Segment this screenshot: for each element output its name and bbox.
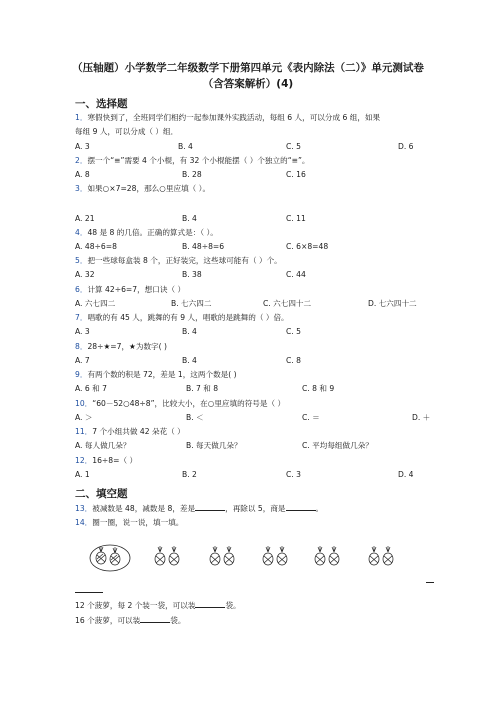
option: B. ＜ — [186, 413, 204, 422]
option: C. 16 — [286, 170, 306, 179]
title-line-1: （压轴题）小学数学二年级数学下册第四单元《表内除法（二）》单元测试卷 — [72, 62, 424, 74]
answer-blank[interactable] — [140, 615, 170, 623]
option: A. 六七四二 — [75, 299, 116, 308]
question-3: 3．如果○×7=28，那么○里应填（ ）。 — [75, 184, 211, 193]
question-11: 11．7 个小组共做 42 朵花（ ） — [75, 427, 185, 436]
pineapple-pair-icon — [205, 543, 241, 571]
pineapple-pair-icon — [310, 543, 346, 571]
question-12: 12．16÷8=（ ） — [75, 456, 138, 465]
title-line-2: （含答案解析）(4) — [202, 78, 294, 90]
section-heading-choice: 一、选择题 — [75, 98, 128, 110]
question-9: 9．有两个数的积是 72，差是 1，这两个数是( ) — [75, 370, 237, 379]
question-2: 2．摆一个“≡”需要 4 个小棍，有 32 个小棍能摆（ ）个独立的“≡”。 — [75, 156, 310, 165]
question-14-part-1: 12 个菠萝，每 2 个装一袋，可以装 袋。 — [75, 601, 241, 610]
option: D. 七六四十二 — [368, 299, 417, 308]
option: A. 3 — [75, 327, 90, 336]
question-13: 13．被减数是 48，减数是 8，差是 ，再除以 5，商是 。 — [75, 504, 324, 513]
question-6: 6．计算 42÷6=7，想口诀（ ） — [75, 285, 186, 294]
question-1-line-2: 每组 9 人，可以分成（ ）组． — [75, 127, 179, 136]
option: B. 38 — [182, 270, 202, 279]
pineapple-group-circled-icon — [88, 543, 132, 573]
option: C. 5 — [286, 327, 301, 336]
answer-blank[interactable] — [195, 600, 225, 608]
question-4: 4．48 是 8 的几倍。正确的算式是：（ ）。 — [75, 228, 218, 237]
option: B. 48÷8=6 — [182, 242, 225, 251]
option: A. 每人做几朵？ — [75, 441, 131, 450]
option: A. ＞ — [75, 413, 93, 422]
answer-blank[interactable] — [286, 503, 316, 511]
option: C. 8 和 9 — [302, 384, 335, 393]
option: C. 8 — [286, 356, 301, 365]
option: D. 6 — [398, 142, 414, 151]
option: C. 3 — [286, 470, 301, 479]
option: A. 7 — [75, 356, 90, 365]
option: A. 1 — [75, 470, 90, 479]
option: A. 3 — [75, 142, 90, 151]
option: C. ＝ — [302, 413, 320, 422]
option: C. 六七四十二 — [263, 299, 312, 308]
option: B. 4 — [182, 327, 197, 336]
question-8: 8．28÷★=7，★为数字( ) — [75, 342, 167, 351]
option: C. 6×8=48 — [286, 242, 329, 251]
option: B. 2 — [182, 470, 197, 479]
document-title — [62, 60, 434, 92]
pineapple-pair-icon — [150, 543, 186, 571]
answer-blank[interactable] — [426, 582, 434, 583]
option: C. 5 — [286, 142, 301, 151]
section-heading-fill: 二、填空题 — [75, 488, 128, 500]
option: B. 每天做几朵？ — [186, 441, 242, 450]
option: C. 平均每组做几朵？ — [302, 441, 373, 450]
option: A. 48÷6=8 — [75, 242, 117, 251]
question-1-line-1: 1．寒假快到了，全班同学们相约一起参加课外实践活动，每组 6 人，可以分成 6 组，如果 — [75, 113, 381, 122]
option: A. 21 — [75, 214, 95, 223]
option: B. 4 — [182, 214, 197, 223]
option: B. 4 — [182, 356, 197, 365]
option: D. 4 — [398, 470, 414, 479]
option: C. 44 — [286, 270, 306, 279]
question-14-part-2: 16 个菠萝，可以装 袋。 — [75, 616, 186, 625]
pineapple-pair-icon — [258, 543, 294, 571]
question-7: 7．唱歌的有 45 人，跳舞的有 9 人，唱歌的是跳舞的（ ）倍。 — [75, 313, 289, 322]
option: B. 七六四二 — [171, 299, 212, 308]
answer-blank[interactable] — [75, 592, 103, 593]
answer-blank[interactable] — [195, 503, 225, 511]
option: A. 6 和 7 — [75, 384, 107, 393]
option: B. 28 — [182, 170, 202, 179]
option: C. 11 — [286, 214, 306, 223]
pineapple-pair-icon — [364, 543, 400, 571]
question-14: 14．圈一圈，说一说，填一填。 — [75, 518, 184, 527]
option: A. 8 — [75, 170, 90, 179]
question-10: 10．“60－52○48÷8”，比较大小，在○里应填的符号是（ ） — [75, 399, 286, 408]
question-5: 5．把一些球每盒装 8 个，正好装完，这些球可能有（ ）个。 — [75, 256, 282, 265]
option: B. 7 和 8 — [186, 384, 219, 393]
option: B. 4 — [178, 142, 193, 151]
option: A. 32 — [75, 270, 95, 279]
option: D. ＋ — [412, 413, 431, 422]
